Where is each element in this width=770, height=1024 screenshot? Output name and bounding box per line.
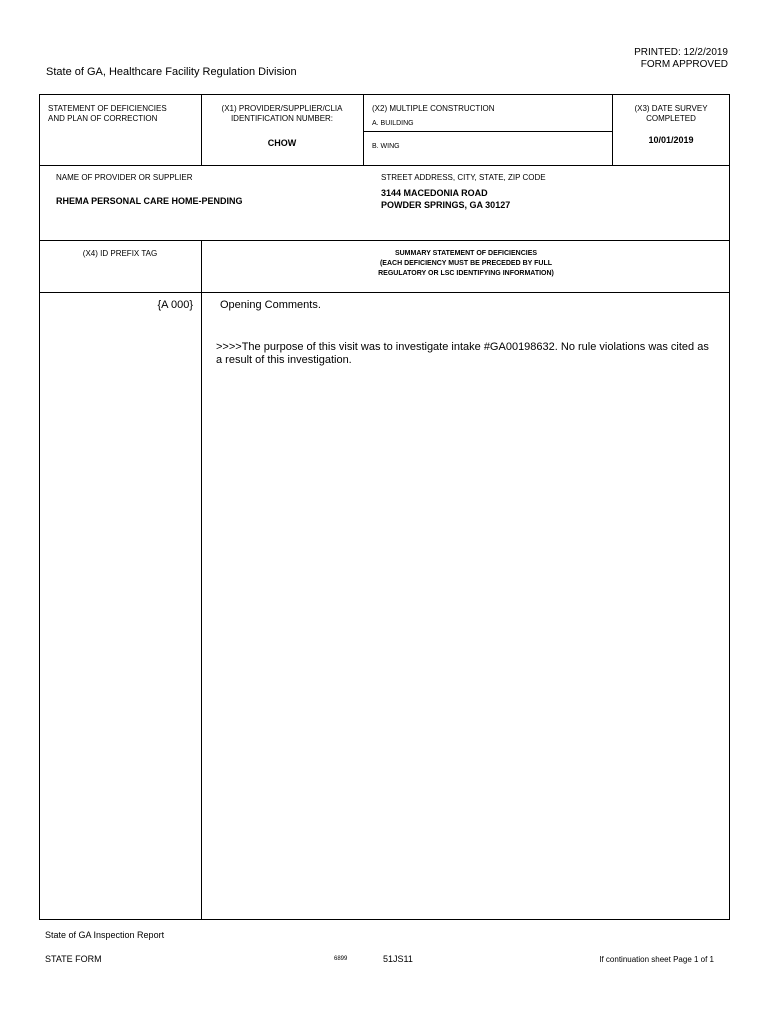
rule-building-wing (363, 131, 612, 132)
rule-x2-left (363, 94, 364, 166)
summary-label-line2: (EACH DEFICIENCY MUST BE PRECEDED BY FULL (379, 260, 553, 267)
x1-label-line1: (X1) PROVIDER/SUPPLIER/CLIA (221, 104, 343, 113)
x1-label (201, 104, 363, 124)
entry-title: Opening Comments. (220, 299, 321, 311)
summary-label-line3: REGULATORY OR LSC IDENTIFYING INFORMATION) (378, 270, 554, 277)
statement-label-line1: STATEMENT OF DEFICIENCIES (48, 104, 167, 113)
address-line2: POWDER SPRINGS, GA 30127 (381, 200, 511, 210)
printed-date: PRINTED: 12/2/2019 (634, 47, 728, 58)
x1-value: CHOW (267, 138, 297, 148)
x3-label-line2: COMPLETED (646, 114, 696, 123)
page-indicator: If continuation sheet Page 1 of 1 (599, 955, 714, 964)
state-form-label: STATE FORM (45, 954, 102, 964)
x2-building: A. BUILDING (372, 120, 414, 127)
provider-name: RHEMA PERSONAL CARE HOME-PENDING (56, 196, 243, 206)
report-name: State of GA Inspection Report (45, 930, 165, 940)
rule-provider-top (39, 165, 730, 166)
rule-x4-top (39, 240, 730, 241)
address (381, 187, 510, 211)
form-frame (39, 94, 730, 920)
x2-wing: B. WING (372, 143, 400, 150)
x3-value: 10/01/2019 (648, 135, 694, 145)
form-approved: FORM APPROVED (640, 59, 728, 70)
x4-label: (X4) ID PREFIX TAG (82, 249, 158, 258)
id-prefix-tag: {A 000} (157, 299, 193, 311)
x2-label: (X2) MULTIPLE CONSTRUCTION (372, 104, 495, 113)
entry-body: >>>>The purpose of this visit was to investigate intake #GA00198632. No rule violations was cited as a result of this investigation. (216, 341, 709, 366)
summary-label-line1: SUMMARY STATEMENT OF DEFICIENCIES (394, 250, 538, 257)
x1-label-line2: IDENTIFICATION NUMBER: (230, 114, 334, 123)
rule-body-top (39, 292, 730, 293)
summary-label (202, 249, 730, 279)
address-line1: 3144 MACEDONIA ROAD (381, 188, 488, 198)
rule-tag-column (201, 240, 202, 920)
x3-label-line1: (X3) DATE SURVEY (634, 104, 708, 113)
agency-title: State of GA, Healthcare Facility Regulation Division (46, 66, 297, 78)
statement-label-line2: AND PLAN OF CORRECTION (48, 114, 158, 123)
provider-label: NAME OF PROVIDER OR SUPPLIER (56, 173, 193, 182)
form-code: 51JS11 (383, 954, 413, 964)
form-number: 6899 (334, 956, 348, 962)
address-label: STREET ADDRESS, CITY, STATE, ZIP CODE (381, 173, 546, 182)
x3-label (612, 104, 730, 124)
statement-label (48, 104, 167, 124)
